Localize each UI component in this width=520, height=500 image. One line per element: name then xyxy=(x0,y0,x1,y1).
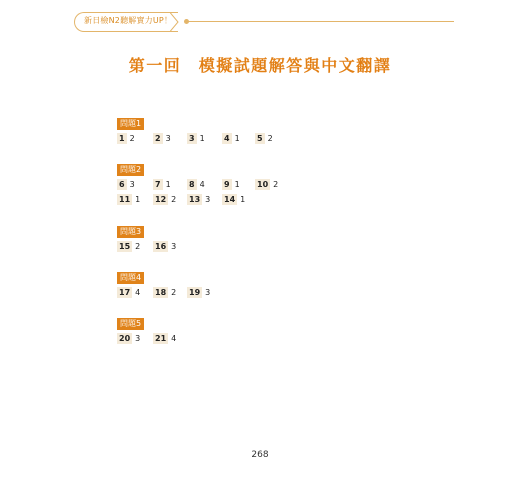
page-number: 268 xyxy=(251,450,269,460)
answer-item xyxy=(255,132,273,145)
question-number: 10 xyxy=(257,180,269,189)
answer-value: 1 xyxy=(199,134,205,143)
answer-row xyxy=(117,286,211,301)
question-number: 4 xyxy=(224,134,230,143)
answer-item xyxy=(153,132,171,145)
answer-item xyxy=(153,286,176,299)
answer-row xyxy=(117,193,246,208)
answer-row xyxy=(117,132,273,147)
question-number: 5 xyxy=(257,134,263,143)
answer-item xyxy=(187,178,205,191)
answer-value: 1 xyxy=(165,180,171,189)
question-number: 6 xyxy=(119,180,125,189)
question-number: 15 xyxy=(119,242,131,251)
section-question-1 xyxy=(117,111,273,147)
answer-value: 3 xyxy=(129,180,135,189)
question-number: 8 xyxy=(189,180,195,189)
answer-value: 3 xyxy=(171,242,177,251)
answer-value: 3 xyxy=(205,288,211,297)
section-label: 問題2 xyxy=(117,164,144,176)
section-question-4 xyxy=(117,265,211,301)
answer-value: 1 xyxy=(234,134,240,143)
answer-row xyxy=(117,240,177,255)
answer-value: 2 xyxy=(273,180,279,189)
answer-value: 1 xyxy=(135,195,141,204)
answer-value: 4 xyxy=(199,180,205,189)
answer-value: 2 xyxy=(171,288,177,297)
section-label: 問題1 xyxy=(117,118,144,130)
section-question-3 xyxy=(117,219,177,255)
question-number: 20 xyxy=(119,334,131,343)
header-rule xyxy=(188,21,454,22)
answer-value: 2 xyxy=(267,134,273,143)
question-number: 2 xyxy=(155,134,161,143)
answer-item xyxy=(255,178,278,191)
question-number: 17 xyxy=(119,288,131,297)
answer-item xyxy=(153,332,176,345)
answer-row xyxy=(117,178,279,193)
answer-item xyxy=(117,193,140,206)
answer-value: 4 xyxy=(171,334,177,343)
answer-value: 4 xyxy=(135,288,141,297)
answer-item xyxy=(187,286,210,299)
answer-item xyxy=(222,178,240,191)
question-number: 11 xyxy=(119,195,131,204)
question-number: 16 xyxy=(155,242,167,251)
answer-item xyxy=(222,193,245,206)
section-label: 問題4 xyxy=(117,272,144,284)
answer-item xyxy=(117,132,135,145)
section-label: 問題3 xyxy=(117,226,144,238)
answer-item xyxy=(117,240,140,253)
book-title: 新日檢N2聽解實力UP！ xyxy=(84,16,173,25)
answer-item xyxy=(153,178,171,191)
answer-item xyxy=(187,132,205,145)
question-number: 12 xyxy=(155,195,167,204)
answer-value: 2 xyxy=(135,242,141,251)
answer-value: 3 xyxy=(205,195,211,204)
question-number: 19 xyxy=(189,288,201,297)
answer-item xyxy=(117,286,140,299)
answer-item xyxy=(187,193,210,206)
answer-value: 3 xyxy=(165,134,171,143)
section-question-5 xyxy=(117,311,177,347)
question-number: 21 xyxy=(155,334,167,343)
question-number: 7 xyxy=(155,180,161,189)
answer-value: 3 xyxy=(135,334,141,343)
answer-value: 2 xyxy=(171,195,177,204)
answer-item xyxy=(117,332,140,345)
section-label: 問題5 xyxy=(117,318,144,330)
question-number: 14 xyxy=(224,195,236,204)
section-question-2 xyxy=(117,157,279,208)
answer-value: 2 xyxy=(129,134,135,143)
question-number: 3 xyxy=(189,134,195,143)
answer-value: 1 xyxy=(234,180,240,189)
answer-value: 1 xyxy=(240,195,246,204)
chapter-title: 第一回 模擬試題解答與中文翻譯 xyxy=(128,56,392,75)
answer-item xyxy=(117,178,135,191)
question-number: 1 xyxy=(119,134,125,143)
question-number: 13 xyxy=(189,195,201,204)
answer-row xyxy=(117,332,177,347)
answer-item xyxy=(153,193,176,206)
question-number: 9 xyxy=(224,180,230,189)
question-number: 18 xyxy=(155,288,167,297)
answer-item xyxy=(222,132,240,145)
answer-item xyxy=(153,240,176,253)
